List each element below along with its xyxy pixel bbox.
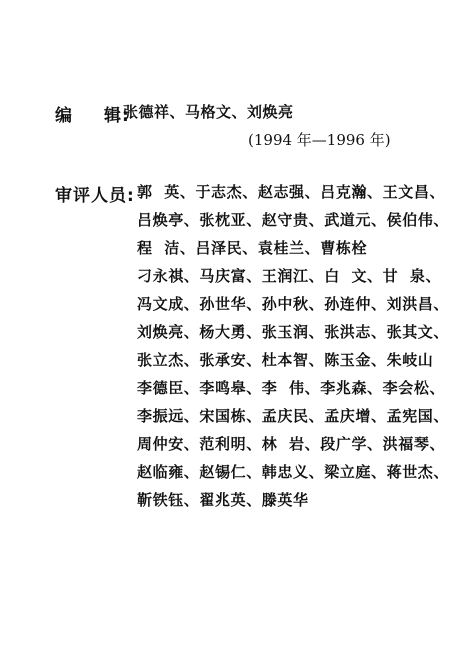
reviewer-line: 刘焕亮、杨大勇、张玉润、张洪志、张其文、 <box>137 323 450 341</box>
reviewer-line: 刁永祺、马庆富、王润江、白 文、甘 泉、 <box>137 267 442 285</box>
reviewer-line: 李振远、宋国栋、孟庆民、孟庆增、孟宪国、 <box>137 407 450 425</box>
editing-years: (1994 年—1996 年) <box>248 131 391 149</box>
reviewer-line: 周仲安、范利明、林 岩、段广学、洪福琴、 <box>137 435 446 453</box>
reviewer-line: 吕焕亭、张枕亚、赵守贵、武道元、侯伯伟、 <box>137 211 450 229</box>
editors-label-part1: 编 <box>55 106 73 126</box>
reviewer-line: 赵临雍、赵锡仁、韩忠义、梁立庭、蒋世杰、 <box>137 463 450 481</box>
reviewers-label: 审评人员: <box>55 186 135 206</box>
reviewer-line: 冯文成、孙世华、孙中秋、孙连仲、刘洪昌、 <box>137 295 450 313</box>
reviewer-line: 靳铁钰、翟兆英、滕英华 <box>137 491 309 509</box>
reviewer-line: 李德臣、李鸣皋、李 伟、李兆森、李会松、 <box>137 379 446 397</box>
reviewer-line: 郭 英、于志杰、赵志强、吕克瀚、王文昌、 <box>137 183 446 201</box>
editors-names: 张德祥、马格文、刘焕亮 <box>123 103 294 121</box>
reviewers-list <box>137 181 450 517</box>
reviewer-line: 张立杰、张承安、杜本智、陈玉金、朱岐山 <box>137 351 434 369</box>
reviewer-line: 程 洁、吕泽民、袁桂兰、曹栋栓 <box>137 239 368 257</box>
editors-label-part2: 辑: <box>104 106 130 126</box>
